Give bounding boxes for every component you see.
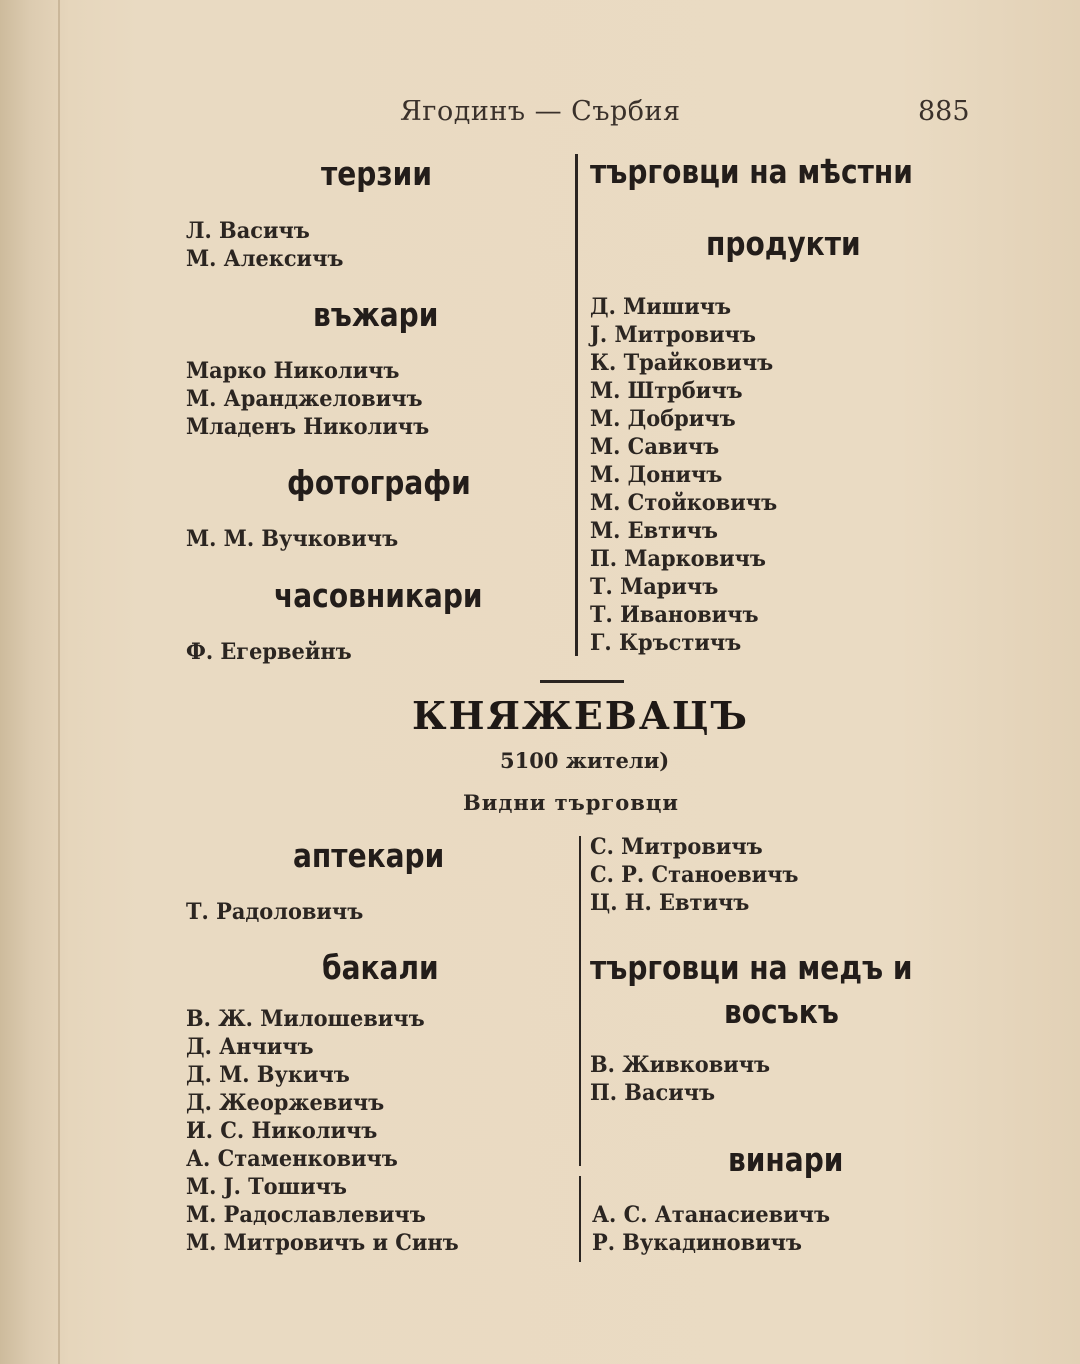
list-item: П. Марковичъ xyxy=(590,546,766,572)
list-item: Ц. Н. Евтичъ xyxy=(590,890,750,916)
heading-vazhari: въжари xyxy=(313,295,439,334)
column-divider xyxy=(579,836,581,1166)
heading-terzii: терзии xyxy=(321,154,432,193)
list-item: П. Васичъ xyxy=(590,1080,716,1106)
list-item: Д. М. Вукичъ xyxy=(186,1062,350,1088)
page-gutter xyxy=(58,0,60,1364)
list-item: М. Добричъ xyxy=(590,406,736,432)
list-item: Д. Анчичъ xyxy=(186,1034,314,1060)
list-item: М. Аранджеловичъ xyxy=(186,386,423,412)
list-item: М. Савичъ xyxy=(590,434,720,460)
running-title: Ягодинъ — Сърбия xyxy=(400,96,681,127)
list-item: Ј. Митровичъ xyxy=(590,322,756,348)
list-item: Т. Маричъ xyxy=(590,574,719,600)
list-item: Д. Жеоржевичъ xyxy=(186,1090,385,1116)
list-item: Т. Радоловичъ xyxy=(186,899,364,925)
population: 5100 жители) xyxy=(500,748,670,773)
list-item: В. Живковичъ xyxy=(590,1052,771,1078)
list-item: К. Трайковичъ xyxy=(590,350,774,376)
list-item: А. С. Атанасиевичъ xyxy=(592,1202,831,1228)
section-subtitle: Видни търговци xyxy=(463,790,679,815)
list-item: Т. Ивановичъ xyxy=(590,602,759,628)
heading-produkti: продукти xyxy=(706,224,861,263)
heading-vinari: винари xyxy=(728,1140,844,1179)
list-item: М. Евтичъ xyxy=(590,518,718,544)
list-item: Р. Вукадиновичъ xyxy=(592,1230,802,1256)
page-number: 885 xyxy=(918,96,970,127)
list-item: М. Алексичъ xyxy=(186,246,344,272)
list-item: В. Ж. Милошевичъ xyxy=(186,1006,425,1032)
list-item: М. Митровичъ и Синъ xyxy=(186,1230,459,1256)
list-item: М. Штрбичъ xyxy=(590,378,743,404)
heading-mestni-produkti: търговци на мѣстни xyxy=(590,152,913,191)
list-item: М. Доничъ xyxy=(590,462,723,488)
list-item: М. М. Вучковичъ xyxy=(186,526,399,552)
list-item: Марко Николичъ xyxy=(186,358,400,384)
list-item: Младенъ Николичъ xyxy=(186,414,430,440)
heading-fotografi: фотографи xyxy=(287,463,471,502)
list-item: М. Стойковичъ xyxy=(590,490,778,516)
heading-vosak: восъкъ xyxy=(724,992,839,1031)
town-title: КНЯЖЕВАЦЪ xyxy=(412,693,749,738)
list-item: Ф. Егервейнъ xyxy=(186,639,352,665)
column-divider xyxy=(579,1176,581,1262)
heading-aptekari: аптекари xyxy=(293,836,445,875)
list-item: С. Р. Станоевичъ xyxy=(590,862,799,888)
list-item: Г. Кръстичъ xyxy=(590,630,742,656)
heading-bakali: бакали xyxy=(322,948,439,987)
heading-med-vosak: търговци на медъ и xyxy=(590,948,913,987)
list-item: М. Ј. Тошичъ xyxy=(186,1174,347,1200)
list-item: С. Митровичъ xyxy=(590,834,763,860)
column-divider xyxy=(575,154,578,656)
section-divider xyxy=(540,680,624,683)
list-item: Д. Мишичъ xyxy=(590,294,732,320)
list-item: Л. Васичъ xyxy=(186,218,310,244)
list-item: М. Радославлевичъ xyxy=(186,1202,426,1228)
heading-chasovnikari: часовникари xyxy=(274,576,483,615)
list-item: А. Стаменковичъ xyxy=(186,1146,398,1172)
list-item: И. С. Николичъ xyxy=(186,1118,378,1144)
